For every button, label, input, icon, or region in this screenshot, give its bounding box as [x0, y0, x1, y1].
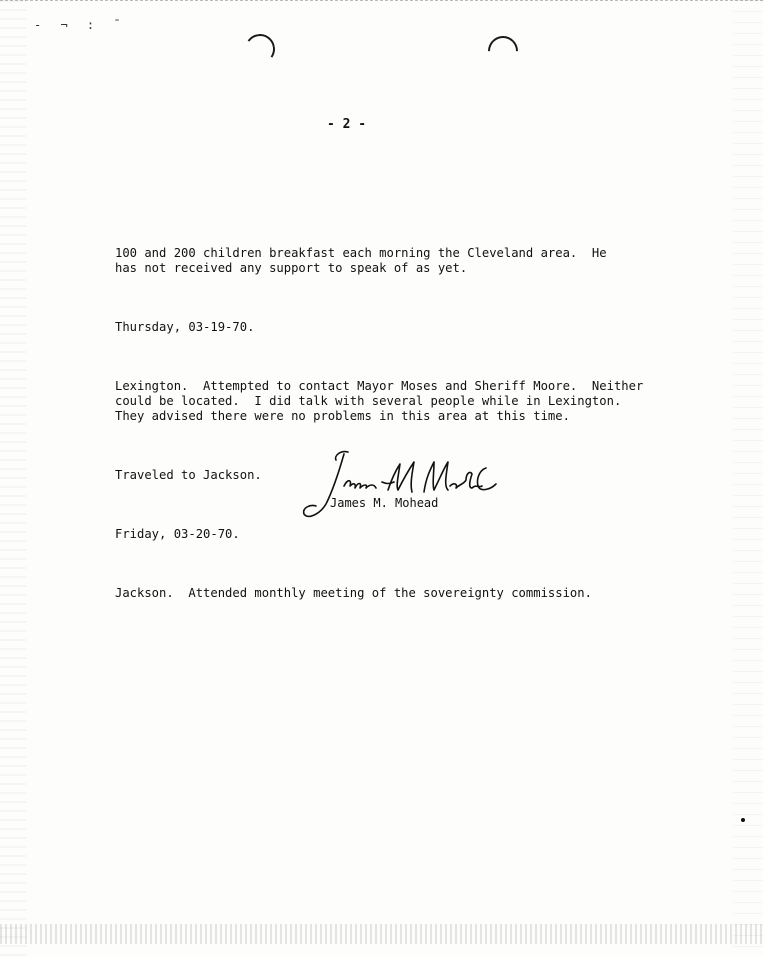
scan-speck — [741, 818, 745, 822]
text-line: Traveled to Jackson. — [115, 468, 262, 482]
text-line: has not received any support to speak of as yet. — [115, 261, 468, 275]
paragraph-breakfast — [115, 246, 645, 276]
date-heading-friday — [115, 527, 645, 542]
text-line: Friday, 03-20-70. — [115, 527, 240, 541]
punch-hole-mark-left — [243, 32, 278, 67]
text-line: Jackson. Attended monthly meeting of the sovereignty commission. — [115, 586, 592, 600]
text-line: They advised there were no problems in this area at this time. — [115, 409, 570, 423]
text-line: Lexington. Attempted to contact Mayor Moses and Sheriff Moore. Neither — [115, 379, 644, 393]
scan-top-edge — [0, 0, 763, 5]
paragraph-lexington — [115, 379, 645, 424]
page-number: - 2 - — [327, 117, 367, 132]
text-line: Thursday, 03-19-70. — [115, 320, 255, 334]
scan-bottom-edge — [0, 924, 763, 944]
text-line: 100 and 200 children breakfast each morning the Cleveland area. He — [115, 246, 607, 260]
typed-signer-name: James M. Mohead — [330, 496, 439, 510]
scan-left-edge — [0, 0, 26, 957]
date-heading-thursday — [115, 320, 645, 335]
scan-right-edge — [733, 0, 763, 957]
paragraph-jackson — [115, 586, 645, 601]
punch-hole-mark-right — [482, 30, 524, 72]
text-line: could be located. I did talk with several people while in Lexington. — [115, 394, 622, 408]
corner-scan-marks: - ¬ : ˉ — [34, 18, 127, 32]
handwritten-signature — [300, 448, 500, 524]
document-body — [115, 216, 645, 645]
